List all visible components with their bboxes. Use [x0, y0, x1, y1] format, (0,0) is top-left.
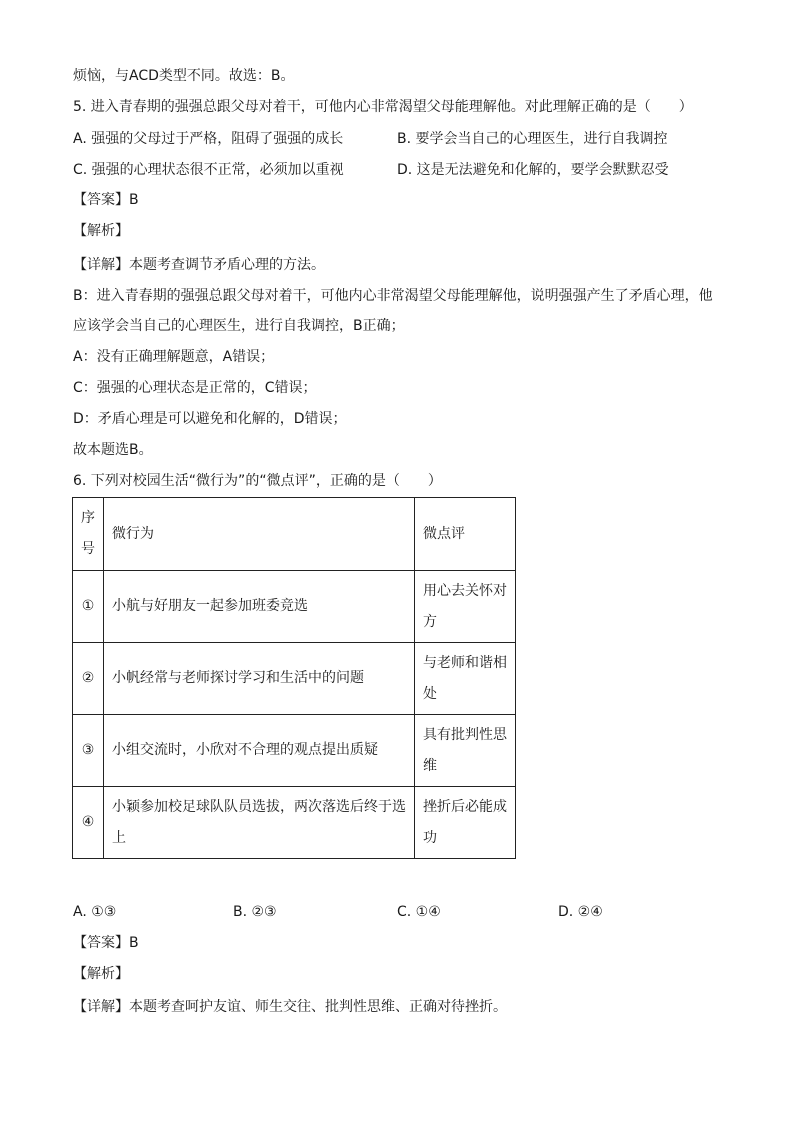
q5-detail-line: A：没有正确理解题意，A错误； — [73, 349, 275, 365]
row-index: ③ — [73, 715, 104, 787]
q6-answer: 【答案】B — [73, 935, 139, 951]
q6-option-b: B. ②③ — [233, 904, 277, 920]
table-row — [73, 643, 516, 715]
header-behavior: 微行为 — [104, 498, 415, 571]
q6-option-d: D. ②④ — [558, 904, 603, 920]
table-row — [73, 715, 516, 787]
question-5-stem: 5. 进入青春期的强强总跟父母对着干，可他内心非常渴望父母能理解他。对此理解正确的是（ ） — [73, 99, 693, 115]
table-row — [73, 571, 516, 643]
header-index: 序号 — [73, 498, 104, 571]
row-behavior: 小组交流时，小欣对不合理的观点提出质疑 — [104, 715, 415, 787]
q5-detail-line: B：进入青春期的强强总跟父母对着干，可他内心非常渴望父母能理解他，说明强强产生了矛盾心理，他 — [73, 288, 713, 304]
text-line: 烦恼，与ACD类型不同。故选：B。 — [73, 68, 295, 84]
row-index: ① — [73, 571, 104, 643]
q5-detail-line: 故本题选B。 — [73, 442, 153, 458]
q6-analysis-label: 【解析】 — [73, 966, 129, 982]
row-behavior: 小颖参加校足球队队员选拔，两次落选后终于选上 — [104, 787, 415, 859]
q5-detail-line: 应该学会当自己的心理医生，进行自我调控，B正确； — [73, 318, 405, 334]
row-index: ④ — [73, 787, 104, 859]
row-comment: 用心去关怀对方 — [415, 571, 516, 643]
q6-detail-line: 【详解】本题考查呵护友谊、师生交往、批判性思维、正确对待挫折。 — [73, 999, 507, 1015]
q6-option-c: C. ①④ — [397, 904, 441, 920]
question-6-stem: 6. 下列对校园生活“微行为”的“微点评”，正确的是（ ） — [73, 473, 442, 489]
q5-answer: 【答案】B — [73, 192, 139, 208]
header-comment: 微点评 — [415, 498, 516, 571]
q5-analysis-label: 【解析】 — [73, 223, 129, 239]
q5-detail-line: D：矛盾心理是可以避免和化解的，D错误； — [73, 411, 347, 427]
row-index: ② — [73, 643, 104, 715]
q5-detail-line: 【详解】本题考查调节矛盾心理的方法。 — [73, 257, 325, 273]
table-row — [73, 787, 516, 859]
table-header-row — [73, 498, 516, 571]
row-comment: 具有批判性思维 — [415, 715, 516, 787]
q5-option-b: B. 要学会当自己的心理医生，进行自我调控 — [397, 131, 668, 147]
q5-option-a: A. 强强的父母过于严格，阻碍了强强的成长 — [73, 131, 344, 147]
micro-behavior-table — [72, 497, 516, 859]
row-behavior: 小帆经常与老师探讨学习和生活中的问题 — [104, 643, 415, 715]
q5-option-d: D. 这是无法避免和化解的，要学会默默忍受 — [397, 162, 669, 178]
row-comment: 与老师和谐相处 — [415, 643, 516, 715]
q5-detail-line: C：强强的心理状态是正常的，C错误； — [73, 380, 317, 396]
q6-option-a: A. ①③ — [73, 904, 117, 920]
row-behavior: 小航与好朋友一起参加班委竞选 — [104, 571, 415, 643]
row-comment: 挫折后必能成功 — [415, 787, 516, 859]
q5-option-c: C. 强强的心理状态很不正常，必须加以重视 — [73, 162, 344, 178]
